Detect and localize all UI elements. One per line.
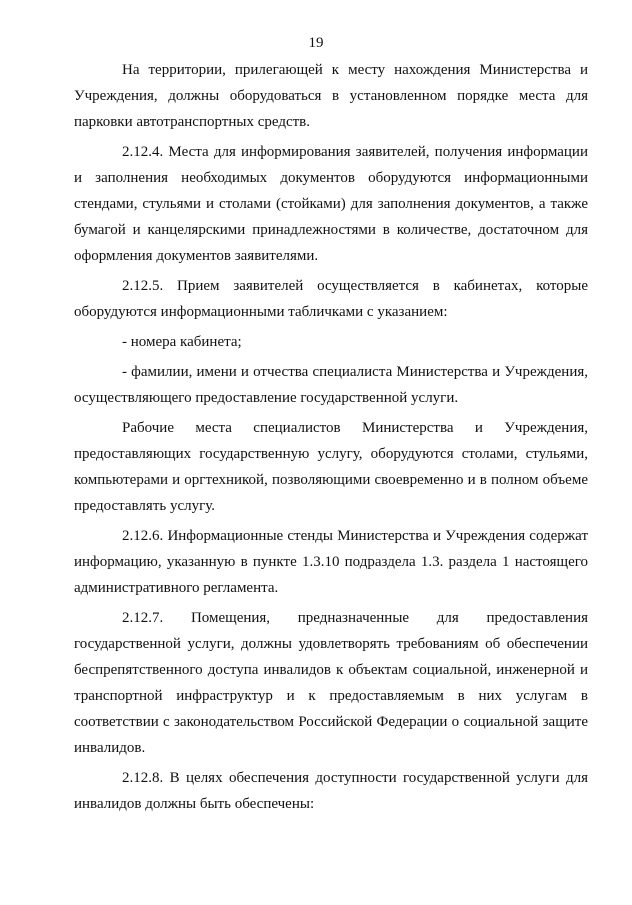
page-number: 19 bbox=[308, 35, 324, 51]
paragraph-workplaces: Рабочие места специалистов Министерства и Учреждения, предоставляющих государственную услугу, оборудуются столами, стульями, компьютерами и оргтехникой, позволяющими своевременно и в полном объеме предоставлять услугу. bbox=[74, 420, 588, 514]
paragraph-2-12-4: 2.12.4. Места для информирования заявителей, получения информации и заполнения необходимых документов оборудуются информационными стендами, стульями и столами (стойками) для заполнения документов, а также бумагой и канцелярскими принадлежностями в количестве, достаточном для оформления документов заявителями. bbox=[74, 144, 588, 264]
paragraph-2-12-5: 2.12.5. Прием заявителей осуществляется в кабинетах, которые оборудуются информационными табличками с указанием: bbox=[74, 278, 588, 320]
list-item-specialist-name: - фамилии, имени и отчества специалиста Министерства и Учреждения, осуществляющего предоставление государственной услуги. bbox=[74, 364, 588, 406]
paragraph-2-12-7: 2.12.7. Помещения, предназначенные для предоставления государственной услуги, должны удовлетворять требованиям об обеспечении беспрепятственного доступа инвалидов к объектам социальной, инженерной и транспортной инфраструктур и к предоставляемым в них услугам в соответствии с законодательством Российской Федерации о социальной защите инвалидов. bbox=[74, 610, 588, 756]
list-item-room-number: - номера кабинета; bbox=[122, 334, 242, 350]
paragraph-2-12-8: 2.12.8. В целях обеспечения доступности государственной услуги для инвалидов должны быть обеспечены: bbox=[74, 770, 588, 812]
document-body bbox=[74, 57, 588, 821]
paragraph-2-12-6: 2.12.6. Информационные стенды Министерства и Учреждения содержат информацию, указанную в пункте 1.3.10 подраздела 1.3. раздела 1 настоящего административного регламента. bbox=[74, 528, 588, 596]
paragraph-parking: На территории, прилегающей к месту нахождения Министерства и Учреждения, должны оборудоваться в установленном порядке места для парковки автотранспортных средств. bbox=[74, 62, 588, 130]
